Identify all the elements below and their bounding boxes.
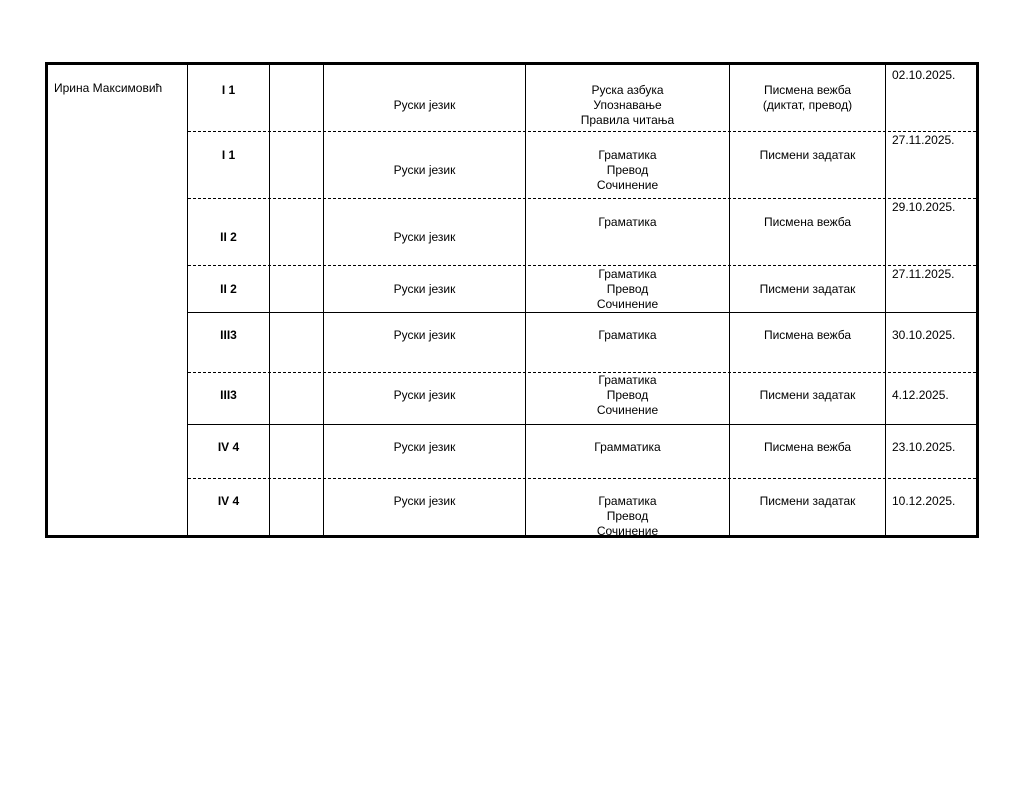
table-row	[188, 373, 976, 425]
topic-cell	[526, 479, 730, 538]
table-row	[188, 65, 976, 132]
table-row	[188, 425, 976, 479]
topic-cell	[526, 313, 730, 372]
empty-cell	[270, 479, 324, 538]
subject-cell: Руски језик	[324, 425, 526, 478]
type-line: (диктат, превод)	[762, 98, 853, 112]
type-line: Писмена вежба	[763, 83, 852, 97]
subject-cell: Руски језик	[324, 199, 526, 265]
date-cell: 27.11.2025.	[892, 133, 955, 147]
type-cell	[730, 65, 886, 131]
table-row	[188, 479, 976, 538]
subject-cell: Руски језик	[324, 65, 526, 131]
type-cell	[730, 479, 886, 538]
topic-line: Грамматика	[594, 440, 661, 454]
class-cell: III3	[188, 313, 270, 372]
class-cell: III3	[188, 373, 270, 424]
type-line: Писмени задатак	[759, 148, 856, 162]
topic-line: Граматика	[598, 267, 657, 281]
date-cell: 27.11.2025.	[892, 267, 955, 281]
topic-line: Руска азбука	[591, 83, 664, 97]
class-cell: I 1	[188, 132, 270, 198]
class-cell: IV 4	[188, 479, 270, 538]
topic-line: Превод	[606, 509, 649, 523]
subject-cell: Руски језик	[324, 373, 526, 424]
date-cell: 10.12.2025.	[892, 494, 956, 508]
type-line: Писмени задатак	[759, 494, 856, 508]
type-cell	[730, 425, 886, 478]
empty-cell	[270, 132, 324, 198]
topic-line: Граматика	[598, 373, 657, 387]
type-cell	[730, 313, 886, 372]
subject-cell: Руски језик	[324, 313, 526, 372]
topic-line: Граматика	[598, 328, 657, 342]
empty-cell	[270, 313, 324, 372]
table-row	[188, 132, 976, 199]
type-cell	[730, 266, 886, 312]
subject-cell: Руски језик	[324, 266, 526, 312]
subject-cell: Руски језик	[324, 479, 526, 538]
class-cell: II 2	[188, 266, 270, 312]
topic-line: Сочинение	[596, 178, 659, 192]
subject-cell: Руски језик	[324, 132, 526, 198]
type-line: Писмена вежба	[763, 328, 852, 342]
topic-line: Превод	[606, 282, 649, 296]
type-line: Писмени задатак	[759, 282, 856, 296]
empty-cell	[270, 266, 324, 312]
type-line: Писмени задатак	[759, 388, 856, 402]
type-line: Писмена вежба	[763, 440, 852, 454]
topic-cell	[526, 132, 730, 198]
date-cell: 4.12.2025.	[892, 388, 949, 402]
topic-cell	[526, 266, 730, 312]
topic-line: Сочинение	[596, 297, 659, 311]
topic-line: Превод	[606, 163, 649, 177]
empty-cell	[270, 199, 324, 265]
empty-cell	[270, 65, 324, 131]
empty-cell	[270, 373, 324, 424]
empty-cell	[270, 425, 324, 478]
schedule-table	[45, 62, 979, 538]
topic-line: Сочинение	[596, 524, 659, 538]
topic-line: Граматика	[598, 215, 657, 229]
table-row	[188, 199, 976, 266]
topic-cell	[526, 373, 730, 424]
type-cell	[730, 199, 886, 265]
class-cell: I 1	[188, 65, 270, 131]
date-cell: 02.10.2025.	[892, 68, 956, 82]
teacher-name: Ирина Максимовић	[48, 65, 188, 535]
topic-line: Граматика	[598, 148, 657, 162]
topic-line: Правила читања	[580, 113, 675, 127]
type-cell	[730, 373, 886, 424]
class-cell: IV 4	[188, 425, 270, 478]
topic-line: Превод	[606, 388, 649, 402]
topic-line: Граматика	[598, 494, 657, 508]
topic-line: Сочинение	[596, 403, 659, 417]
date-cell: 29.10.2025.	[892, 200, 956, 214]
type-cell	[730, 132, 886, 198]
table-row	[188, 266, 976, 313]
date-cell: 30.10.2025.	[892, 328, 956, 342]
topic-line: Упознавање	[593, 98, 662, 112]
date-cell: 23.10.2025.	[892, 440, 956, 454]
topic-cell	[526, 425, 730, 478]
table-row	[188, 313, 976, 373]
topic-cell	[526, 199, 730, 265]
class-cell: II 2	[188, 199, 270, 265]
type-line: Писмена вежба	[763, 215, 852, 229]
topic-cell	[526, 65, 730, 131]
